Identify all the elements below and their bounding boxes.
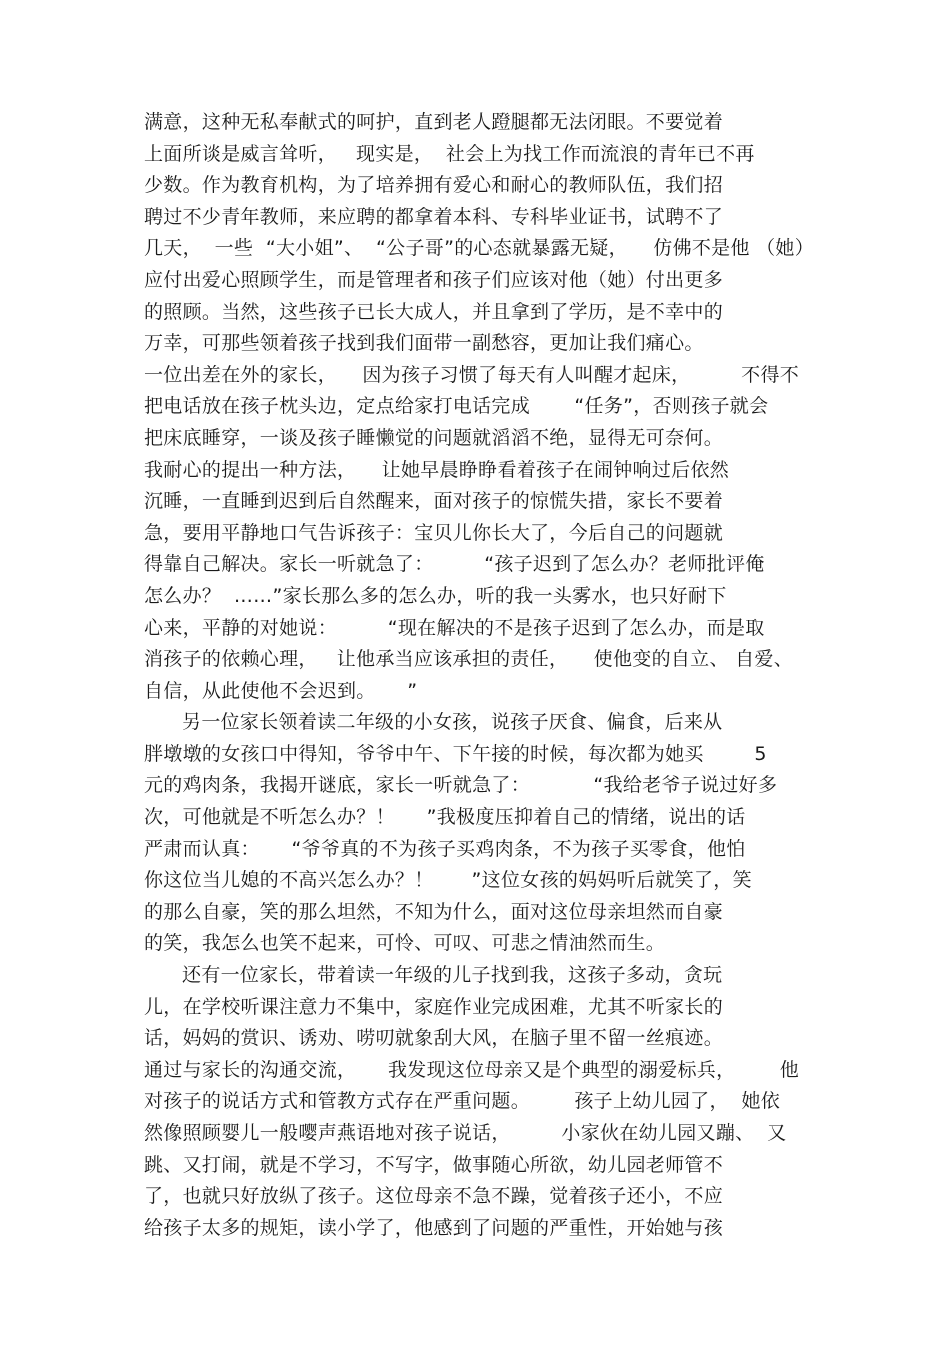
text-line: 的照顾。当然，这些孩子已长大成人，并且拿到了学历，是不幸中的: [144, 300, 724, 323]
text-line: 了，也就只好放纵了孩子。这位母亲不急不躁，觉着孩子还小，不应: [144, 1185, 724, 1208]
text-line: 通过与家长的沟通交流， 我发现这位母亲又是个典型的溺爱标兵， 他: [144, 1058, 800, 1081]
text-line: 的那么自豪，笑的那么坦然，不知为什么，面对这位母亲坦然而自豪: [144, 900, 724, 923]
text-line: 心来，平静的对她说： “现在解决的不是孩子迟到了怎么办，而是取: [144, 616, 765, 639]
body-text: [144, 107, 824, 1244]
text-line: 一位出差在外的家长， 因为孩子习惯了每天有人叫醒才起床， 不得不: [144, 363, 800, 386]
text-line: 几天， 一些 “大小姐”、 “公子哥”的心态就暴露无疑， 仿佛不是他 （她）: [144, 237, 815, 260]
text-line: 得靠自己解决。家长一听就急了： “孩子迟到了怎么办？老师批评俺: [144, 553, 765, 576]
text-line: 沉睡，一直睡到迟到后自然醒来，面对孩子的惊慌失措，家长不要着: [144, 490, 724, 513]
text-line: 上面所谈是威言耸听， 现实是， 社会上为找工作而流浪的青年已不再: [144, 142, 755, 165]
text-line: 话，妈妈的赏识、诱劝、唠叨就象刮大风，在脑子里不留一丝痕迹。: [144, 1027, 724, 1050]
text-line: 急，要用平静地口气告诉孩子：宝贝儿你长大了，今后自己的问题就: [144, 521, 724, 544]
text-line: 应付出爱心照顾学生，而是管理者和孩子们应该对他（她）付出更多: [144, 268, 724, 291]
text-line: 对孩子的说话方式和管教方式存在严重问题。 孩子上幼儿园了， 她依: [144, 1090, 781, 1113]
text-line: 消孩子的依赖心理， 让他承当应该承担的责任， 使他变的自立、 自爱、: [144, 648, 794, 671]
text-line: 次，可他就是不听怎么办？！ ”我极度压抑着自己的情绪，说出的话: [144, 806, 746, 829]
text-line: 万幸，可那些领着孩子找到我们面带一副愁容，更加让我们痛心。: [144, 332, 704, 355]
text-line: 把床底睡穿，一谈及孩子睡懒觉的问题就滔滔不绝，显得无可奈何。: [144, 426, 724, 449]
text-line: 你这位当儿媳的不高兴怎么办？！ ”这位女孩的妈妈听后就笑了，笑: [144, 869, 752, 892]
text-line: 还有一位家长，带着读一年级的儿子找到我，这孩子多动，贪玩: [144, 964, 723, 987]
text-line: 跳、又打闹，就是不学习，不写字，做事随心所欲，幼儿园老师管不: [144, 1153, 724, 1176]
text-line: 胖墩墩的女孩口中得知，爷爷中午、下午接的时候，每次都为她买 5: [144, 742, 767, 765]
text-line: 儿，在学校听课注意力不集中，家庭作业完成困难，尤其不听家长的: [144, 995, 724, 1018]
text-line: 自信，从此使他不会迟到。 ”: [144, 679, 418, 702]
text-line: 另一位家长领着读二年级的小女孩，说孩子厌食、偏食，后来从: [144, 711, 723, 734]
text-line: 然像照顾婴儿一般嘤声燕语地对孩子说话， 小家伙在幼儿园又蹦、 又: [144, 1122, 787, 1144]
text-line: 严肃而认真： “爷爷真的不为孩子买鸡肉条，不为孩子买零食，他怕: [144, 837, 746, 860]
text-line: 元的鸡肉条，我揭开谜底，家长一听就急了： “我给老爷子说过好多: [144, 774, 778, 797]
text-line: 满意，这种无私奉献式的呵护，直到老人蹬腿都无法闭眼。不要觉着: [144, 111, 724, 133]
text-line: 我耐心的提出一种方法， 让她早晨睁睁看着孩子在闹钟响过后依然: [144, 458, 730, 481]
text-line: 少数。作为教育机构，为了培养拥有爱心和耐心的教师队伍，我们招: [144, 174, 724, 197]
text-line: 给孩子太多的规矩，读小学了，他感到了问题的严重性，开始她与孩: [144, 1216, 724, 1239]
text-line: 聘过不少青年教师，来应聘的都拿着本科、专科毕业证书，试聘不了: [144, 205, 724, 228]
text-line: 的笑，我怎么也笑不起来，可怜、可叹、可悲之情油然而生。: [144, 932, 666, 955]
text-line: 把电话放在孩子枕头边，定点给家打电话完成 “任务”，否则孩子就会: [144, 395, 769, 418]
text-line: 怎么办？ ……”家长那么多的怎么办，听的我一头雾水，也只好耐下: [144, 584, 727, 607]
